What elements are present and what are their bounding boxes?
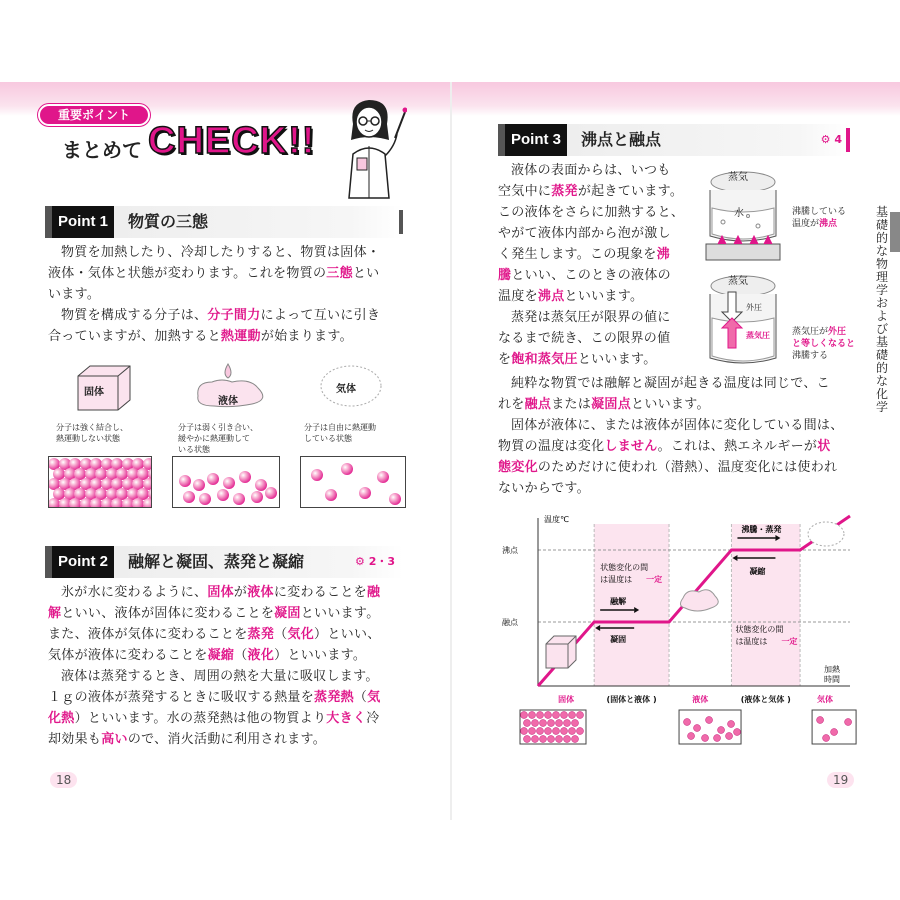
text-segment: 物質を加熱したり、冷却したりすると、物質は固体・ — [61, 245, 381, 260]
melt-label: 融解 — [610, 597, 627, 606]
text-segment: ）といい、 — [314, 627, 381, 642]
point2-ref: ⚙ 2・3 — [354, 555, 395, 568]
molecule-mark — [569, 712, 576, 719]
text-segment: この液体をさらに加熱すると、 — [498, 205, 685, 220]
text-segment: が始まります。 — [260, 329, 353, 344]
text-segment: 気体が液体に変わることを — [48, 648, 208, 663]
gas-desc-line1: 分子は自由に熱運動 — [304, 423, 376, 432]
keyword: 気化 — [287, 627, 315, 642]
molecule-mark — [845, 719, 852, 726]
point1-header — [45, 206, 403, 238]
point3-ref-number: 4 — [834, 133, 842, 146]
text-segment: 液体・気体と状態が変わります。これを物質の — [48, 266, 327, 281]
text-line — [48, 666, 408, 687]
vp-note-key1: 外圧 — [828, 327, 847, 337]
molecule-mark — [537, 712, 544, 719]
text-segment: 冷 — [366, 711, 380, 726]
molecule — [239, 471, 251, 483]
molecule — [223, 477, 235, 489]
banner-top-label: 重要ポイント — [38, 104, 150, 126]
left-page — [0, 82, 450, 820]
text-segment: が — [233, 585, 248, 600]
molecule-mark — [532, 736, 539, 743]
boil-note-line1: 沸騰している — [792, 207, 847, 217]
liquid-desc — [178, 422, 258, 455]
boil-note — [792, 206, 846, 230]
liquid-molecules-box — [172, 456, 280, 508]
molecule-mark — [817, 717, 824, 724]
text-line — [498, 286, 698, 307]
point2-title: 融解と凝固、蒸発と凝縮 — [128, 552, 305, 571]
text-segment: ので、消火活動に利用されます。 — [127, 732, 327, 747]
keyword: 液化 — [247, 648, 275, 663]
molecule-mark — [548, 720, 555, 727]
phase-label: 固体 — [558, 695, 575, 704]
molecule-mark — [556, 736, 563, 743]
text-line — [48, 242, 408, 263]
phase-label: (固体と液体 ) — [606, 695, 657, 704]
keyword: 沸 — [656, 247, 670, 262]
molecule-mark — [545, 712, 552, 719]
heating-curve-chart — [498, 510, 858, 762]
point1-title: 物質の三態 — [128, 212, 209, 231]
molecule-mark — [537, 728, 544, 735]
text-segment: に変わることを — [273, 585, 367, 600]
boil-note-key: 沸点 — [819, 219, 838, 229]
phase-band-melting — [594, 524, 669, 686]
molecule — [143, 498, 153, 508]
molecule-mark — [564, 736, 571, 743]
text-segment: れを — [498, 397, 525, 412]
solid-desc-line1: 分子は強く結合し、 — [56, 423, 128, 432]
text-segment: 純粋な物質では融解と凝固が起きる温度は同じで、こ — [511, 376, 830, 391]
liquid-desc-line2: 緩やかに熱運動して — [178, 434, 250, 443]
text-line — [498, 160, 698, 181]
liquid-desc-line1: 分子は弱く引き合い、 — [178, 423, 258, 432]
boiling-diagram — [698, 164, 898, 374]
text-line — [498, 181, 698, 202]
keyword: 飽和蒸気圧 — [511, 352, 578, 367]
molecule-mark — [540, 720, 547, 727]
phase-label: (液体と気体 ) — [740, 695, 791, 704]
text-segment: やがて液体内部から泡が激し — [498, 226, 671, 241]
text-line — [498, 457, 854, 478]
solid-cube-icon — [74, 362, 134, 412]
text-segment: ）といいます。 — [274, 648, 367, 663]
molecule-mark — [831, 729, 838, 736]
text-segment: といい、液体が固体に変わることを — [61, 606, 275, 621]
molecule-mark — [564, 720, 571, 727]
molecule-mark — [702, 735, 709, 742]
molecule-mark — [532, 720, 539, 727]
molecule-mark — [577, 728, 584, 735]
text-segment: のためだけに使われ（潜熱）、温度変化には使われ — [537, 460, 838, 475]
text-segment: （ — [274, 627, 288, 642]
keyword: 分子間力 — [207, 308, 261, 323]
x-axis-label-line1: 加熱 — [824, 665, 840, 674]
molecule-mark — [548, 736, 555, 743]
text-segment: 蒸発は蒸気圧が限界の値に — [511, 310, 671, 325]
molecule — [179, 475, 191, 487]
keyword: 固体 — [207, 585, 234, 600]
banner-check-title: CHECK!! — [148, 120, 316, 162]
solid-desc — [56, 422, 128, 444]
text-segment: といい、このときの液体の — [511, 268, 671, 283]
molecule-mark — [823, 735, 830, 742]
solid-label: 固体 — [84, 387, 104, 398]
point2-body — [48, 582, 408, 750]
solid-cube-icon — [546, 636, 576, 668]
keyword: 解 — [48, 606, 62, 621]
point2-tag: Point 2 — [52, 546, 114, 578]
point3-body-2 — [498, 373, 854, 499]
keyword: 高い — [101, 732, 128, 747]
keyword: 融 — [366, 585, 381, 600]
gas-cloud-icon — [808, 522, 844, 546]
boil-label: 沸騰・蒸発 — [741, 525, 782, 534]
keyword: 三態 — [326, 266, 353, 281]
side-text: 基礎的な物理学および基礎的な化学 — [876, 205, 889, 414]
text-segment: 物質の温度は変化 — [498, 439, 605, 454]
text-line — [48, 687, 408, 708]
molecule-mark — [556, 720, 563, 727]
text-segment: が起きています。 — [577, 184, 684, 199]
keyword: 騰 — [498, 268, 512, 283]
molecule-mark — [728, 721, 735, 728]
text-line — [48, 624, 408, 645]
note1-line2: は温度は — [600, 575, 633, 584]
text-line — [498, 415, 854, 436]
molecule — [377, 471, 389, 483]
solid-desc-line2: 熱運動しない状態 — [56, 434, 120, 443]
keyword: しません — [604, 439, 658, 454]
text-line — [498, 202, 698, 223]
text-segment: といいます。 — [300, 606, 380, 621]
header-end-bar — [846, 128, 850, 152]
x-axis-label-line2: 時間 — [824, 675, 840, 684]
molecule — [311, 469, 323, 481]
teacher-character-illustration — [335, 94, 407, 202]
vp-note-key2: と等しくなると — [792, 339, 856, 349]
keyword: 気 — [367, 690, 381, 705]
text-line — [48, 645, 408, 666]
molecule-mark — [540, 736, 547, 743]
molecule-mark — [529, 728, 536, 735]
text-segment: 液体の表面からは、いつも — [511, 163, 671, 178]
point1-tag: Point 1 — [52, 206, 114, 238]
keyword: 態変化 — [498, 460, 538, 475]
molecule-mark — [524, 736, 531, 743]
text-segment: く発生します。この現象を — [498, 247, 657, 262]
boil-note-line2: 温度が — [792, 219, 820, 229]
text-segment: 合っていますが、加熱すると — [48, 329, 221, 344]
molecule-mark — [726, 733, 733, 740]
molecule-mark — [572, 736, 579, 743]
text-segment: といいます。 — [631, 397, 710, 412]
text-segment: または — [551, 397, 592, 412]
text-line — [498, 223, 698, 244]
point3-header — [498, 124, 850, 156]
molecule — [207, 473, 219, 485]
phase-band-boiling — [731, 524, 800, 686]
point1-body — [48, 242, 408, 347]
text-segment: （ — [353, 690, 368, 705]
steam-label: 蒸気 — [728, 172, 748, 183]
keyword: 蒸発 — [551, 184, 578, 199]
text-segment: 氷が水に変わるように、 — [61, 585, 208, 600]
text-line — [498, 373, 854, 394]
keyword: 凝固点 — [591, 397, 632, 412]
text-line — [498, 244, 698, 265]
liquid-desc-line3: いる状態 — [178, 445, 210, 454]
molecule — [233, 493, 245, 505]
molecule — [389, 493, 401, 505]
text-segment: 。これは、熱エネルギーが — [657, 439, 818, 454]
text-segment: １ｇの液体が蒸発するときに吸収する熱量を — [48, 690, 315, 705]
vp-note-line3: 沸騰する — [792, 351, 829, 361]
text-line — [48, 708, 408, 729]
gas-label: 気体 — [336, 384, 356, 395]
molecule — [341, 463, 353, 475]
gas-molecules-box — [300, 456, 406, 508]
point3-body-1 — [498, 160, 698, 370]
point3-tag: Point 3 — [505, 124, 567, 156]
phase-label: 気体 — [817, 695, 834, 704]
phase-label: 液体 — [692, 695, 709, 704]
solid-molecules-box — [48, 456, 152, 508]
molecule-mark — [521, 728, 528, 735]
molecule-mark — [524, 720, 531, 727]
molecule-mark — [569, 728, 576, 735]
text-segment: 液体は蒸発するとき、周囲の熱を大量に吸収します。 — [61, 669, 379, 684]
page-number-left: 18 — [50, 772, 77, 788]
molecule-mark — [684, 719, 691, 726]
text-line — [498, 349, 698, 370]
molecule — [193, 479, 205, 491]
freeze-label: 凝固 — [610, 635, 627, 644]
vapor-pressure-label: 蒸気圧 — [746, 331, 770, 340]
text-segment: 物質を構成する分子は、 — [61, 308, 208, 323]
phase-molecules-box — [812, 710, 856, 744]
vp-note-line1: 蒸気圧が — [792, 327, 829, 337]
text-segment: 温度を — [498, 289, 538, 304]
text-segment: います。 — [48, 287, 101, 302]
molecule — [199, 493, 211, 505]
keyword: 状 — [817, 439, 831, 454]
molecule-mark — [734, 729, 741, 736]
point3-title: 沸点と融点 — [581, 130, 662, 149]
molecule-mark — [521, 712, 528, 719]
text-line — [48, 603, 408, 624]
molecule-mark — [529, 712, 536, 719]
text-segment: また、液体が気体に変わることを — [48, 627, 248, 642]
keyword: 沸点 — [537, 289, 565, 304]
keyword: 融点 — [524, 397, 552, 412]
note2-line2: は温度は — [735, 637, 768, 646]
text-line — [498, 307, 698, 328]
text-line — [498, 478, 854, 499]
molecule-mark — [553, 728, 560, 735]
molecule — [325, 489, 337, 501]
keyword: 蒸発 — [247, 627, 275, 642]
steam2-label: 蒸気 — [728, 276, 748, 287]
text-segment: ）といいます。水の蒸発熱は他の物質より — [74, 711, 327, 726]
molecule-mark — [553, 712, 560, 719]
text-segment: といいます。 — [564, 289, 644, 304]
point3-ref: ⚙ 4 — [820, 133, 842, 146]
molecule — [359, 487, 371, 499]
keyword: 化熱 — [48, 711, 75, 726]
molecule-mark — [688, 733, 695, 740]
y-tick-melting-point: 融点 — [502, 618, 518, 627]
text-segment: 空気中に — [498, 184, 552, 199]
banner-main-label: まとめて — [62, 138, 142, 162]
keyword: 熱運動 — [220, 329, 261, 344]
text-segment: によって互いに引き — [260, 308, 381, 323]
point2-header — [45, 546, 403, 578]
header-end-bar — [399, 210, 403, 234]
molecule — [265, 487, 277, 499]
molecule-mark — [572, 720, 579, 727]
liquid-puddle-icon — [680, 590, 718, 611]
keyword: 大きく — [326, 711, 367, 726]
text-line — [48, 582, 408, 603]
note2-line1: 状態変化の間 — [735, 625, 784, 634]
text-segment: とい — [352, 266, 380, 281]
header-band — [452, 82, 900, 116]
note1-line1: 状態変化の間 — [600, 563, 649, 572]
text-segment: （ — [234, 648, 248, 663]
gas-desc — [304, 422, 376, 444]
text-line — [498, 328, 698, 349]
outer-pressure-label: 外圧 — [746, 303, 762, 312]
text-segment: を — [498, 352, 512, 367]
molecule-mark — [545, 728, 552, 735]
condense-label: 凝縮 — [749, 567, 766, 576]
text-segment: といいます。 — [577, 352, 657, 367]
text-segment: ないからです。 — [498, 481, 590, 496]
text-segment: 固体が液体に、または液体が固体に変化している間は、 — [511, 418, 844, 433]
point2-ref-number: 2・3 — [368, 555, 395, 568]
text-line — [48, 326, 408, 347]
text-segment: なるまで続き、この限界の値 — [498, 331, 671, 346]
water-label: 水 — [734, 208, 744, 219]
note1-key: 一定 — [646, 575, 663, 584]
gas-desc-line2: している状態 — [304, 434, 352, 443]
beaker-vapor-pressure-illustration — [698, 272, 788, 372]
text-line — [498, 436, 854, 457]
keyword: 蒸発熱 — [314, 690, 354, 705]
side-tab-bar — [890, 212, 900, 252]
molecule-mark — [718, 727, 725, 734]
keyword: 凝固 — [274, 606, 301, 621]
molecule — [183, 491, 195, 503]
keyword: 液体 — [247, 585, 274, 600]
molecule — [217, 489, 229, 501]
note2-key: 一定 — [781, 637, 798, 646]
molecule-mark — [706, 717, 713, 724]
keyword: 凝縮 — [207, 648, 235, 663]
molecule-mark — [577, 712, 584, 719]
liquid-label: 液体 — [218, 396, 238, 407]
text-line — [498, 394, 854, 415]
molecule — [251, 491, 263, 503]
text-line — [48, 305, 408, 326]
text-segment: 却効果も — [48, 732, 102, 747]
y-axis-label: 温度℃ — [544, 515, 569, 524]
y-tick-boiling-point: 沸点 — [502, 546, 518, 555]
text-line — [48, 263, 408, 284]
text-line — [48, 284, 408, 305]
right-page — [452, 82, 900, 820]
molecule-mark — [694, 725, 701, 732]
text-line — [48, 729, 408, 750]
text-line — [498, 265, 698, 286]
molecule-mark — [561, 728, 568, 735]
molecule-mark — [561, 712, 568, 719]
molecule-mark — [714, 735, 721, 742]
page-number-right: 19 — [827, 772, 854, 788]
vapor-pressure-note — [792, 326, 855, 362]
